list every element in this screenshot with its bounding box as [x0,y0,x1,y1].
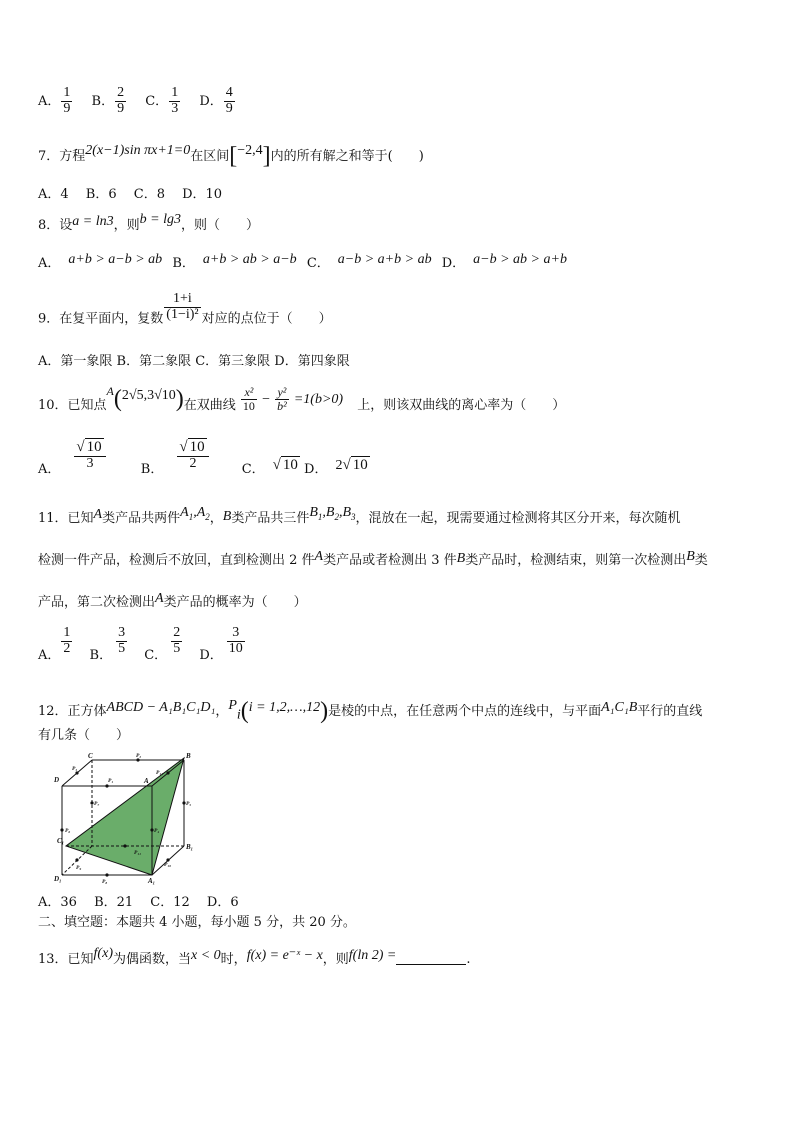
q8-b-def: b = lg3 [139,212,181,227]
label-d: D [54,776,60,784]
q8-option-a: A． a+b > a−b > ab [38,252,163,271]
q10-option-a: A． $\frac{√ 10}{3}$ [38,448,107,463]
section-2-header: 二、填空题：本题共 4 小题，每小题 5 分，共 20 分。 [38,915,356,930]
label-p10: P₁₀ [164,862,172,868]
q7-interval: −2,4 [237,143,263,158]
label-p8: P₈ [102,879,108,885]
q9-fraction: $\frac{1+i}{\text{(1−i)²}}$ [166,291,199,322]
q8-option-c: C． a−b > a+b > ab [306,252,432,271]
label-a: A [144,777,149,785]
label-p3: P₃ [72,766,78,772]
q13-stem: 13．已知f(x)为偶函数，当x < 0时，f(x) = e⁻ˣ − x，则f(ln 2) = . [38,946,471,967]
q7-equation: 2(x−1)sin πx+1=0 [85,143,191,158]
q6-option-d: D． $\frac{4}{9}$ [199,85,233,116]
q8-options [38,252,567,271]
label-b: B [186,752,191,760]
label-p5: P₅ [186,801,192,807]
q13-function: f(x) [93,946,113,961]
q7-options: A．4 B．6 C．8 D．10 [38,187,223,202]
label-p7: P₇ [94,801,100,807]
q13-definition: f(x) = e⁻ˣ − x [246,948,323,963]
q11-options [38,626,246,663]
q6-option-a: A． $\frac{1}{9}$ [38,85,71,116]
q11-option-b: B． $\frac{3}{5}$ [89,625,126,663]
plane-a1c1b [66,758,184,875]
label-d1: D₁ [54,875,62,883]
q9-stem: 9．在复平面内，复数 $\frac{1+i}{\text{(1−i)²}}$ 对应的点位于（ ） [38,291,332,327]
label-p11: P₁₁ [134,850,142,856]
label-p6: P₆ [65,828,71,834]
q11-line-1: 11．已知A类产品共两件$A_1,A_2$，B类产品共三件$B_1,B_2,B_3$，混放在一起，现需要通过检测将其区分开来，每次随机 [38,505,681,526]
q10-option-b: B． $\frac{√ 10}{2}$ [141,448,210,463]
q12-plane: A₁C₁B [601,700,638,715]
q8-option-b: B． a+b > ab > a−b [172,252,297,271]
q12-stem: 12．正方体ABCD − A₁B₁C₁D₁，$P_i(i$ = 1,2,…,12)是棱的中点，在任意两个中点的连线中，与平面A₁C₁B平行的直线 [38,698,703,724]
q12-line-2: 有几条（ ） [38,728,130,743]
label-p2: P₂ [136,753,142,759]
q10-option-d: D． 2√ 10 [304,457,368,478]
q10-options [38,440,370,477]
q6-option-c: C． $\frac{1}{3}$ [145,85,179,116]
q12-cube: ABCD − A₁B₁C₁D₁ [106,700,216,715]
q10-coordinates: 2√5,3√10 [121,388,176,403]
q11-option-c: C． $\frac{2}{5}$ [144,625,181,663]
label-p12: P₁₂ [156,770,164,776]
q10-x-term: $\frac{\text{x²}}{10}$ [242,385,255,413]
q12-options: A．36 B．21 C．12 D．6 [38,895,239,910]
q10-stem: 10．已知点A(2√5,3√10)在双曲线 $\frac{\text{x²}}{10}$ − $\frac{\text{y²}}{\text{b²}}$ =1(b>0) 上，则该双曲线的离心率为（ ） [38,384,566,413]
label-p1: P₁ [108,778,114,784]
label-b1: B₁ [186,843,194,851]
q9-options: A．第一象限 B．第二象限 C．第三象限 D．第四象限 [38,354,350,369]
q11-option-a: A． $\frac{1}{2}$ [38,625,71,663]
q10-condition: =1(b>0) [293,392,344,407]
q8-option-d: D． a−b > ab > a+b [441,252,567,271]
label-a1: A₁ [148,877,156,885]
q11-option-d: D． $\frac{3}{10}$ [199,625,243,663]
label-p4: P₄ [154,828,160,834]
cube-figure [52,750,202,885]
q13-answer-blank[interactable] [396,952,466,965]
q11-line-2: 检测一件产品，检测后不放回，直到检测出 2 件A类产品或者检测出 3 件B类产品时，检测结束，则第一次检测出B类 [38,549,708,568]
q10-y-term: $\frac{\text{y²}}{\text{b²}}$ [277,385,287,413]
label-c1: C₁ [57,837,65,845]
label-c: C [88,752,93,760]
label-p9: P₉ [76,865,82,871]
q6-option-b: B． $\frac{2}{9}$ [91,85,125,116]
q11-line-3: 产品，第二次检测出A类产品的概率为（ ） [38,591,307,610]
q6-options [38,86,236,116]
q7-stem: 7．方程2(x−1)sin πx+1=0在区间[−2,4]内的所有解之和等于( ) [38,143,424,169]
q10-option-c: C． √ 10 [241,457,298,478]
q8-a-def: a = ln3 [72,214,114,229]
q8-stem: 8．设a = ln3，则b = lg3，则（ ） [38,212,259,233]
